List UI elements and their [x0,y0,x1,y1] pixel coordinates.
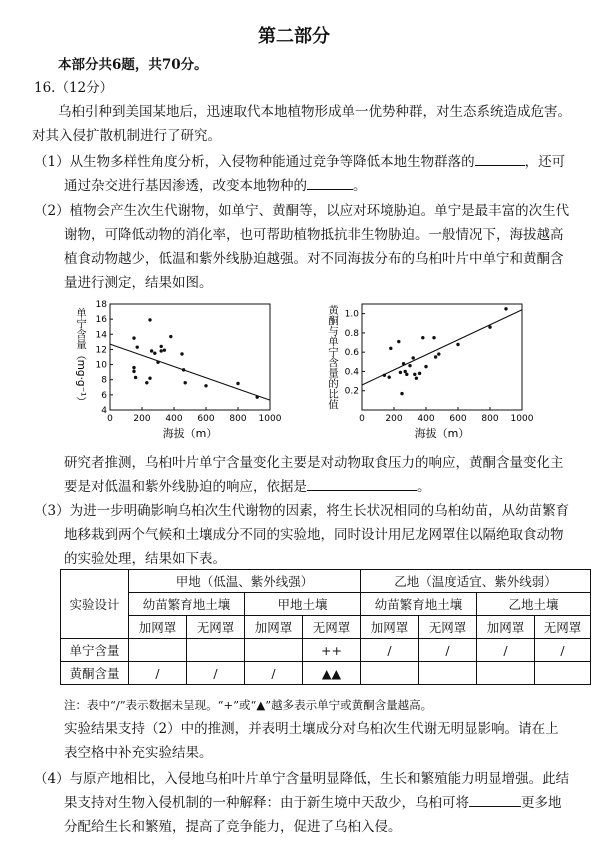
y-tick-label: 0.6 [344,348,359,359]
q1-line1-end: ，还可 [524,154,566,170]
y-tick-label: 18 [95,300,107,310]
q2-line2: 谢物，可降低动物的消化率，也可帮助植物抵抗非生物胁迫。一般情况下，海拔越高 [64,227,564,243]
data-point [408,364,411,367]
question-number: 16.（12分） [34,80,114,96]
q1-line1-text: （1）从生物多样性角度分析，入侵物种能通过竞争等降低本地生物群落的 [34,154,475,170]
data-point [184,381,187,384]
tannin-chart-group [75,300,282,440]
tannin-scatter-chart [70,296,285,446]
x-tick-label: 800 [229,414,247,424]
net-header: 加网罩 [361,616,419,639]
data-point [132,336,135,339]
x-tick-label: 200 [133,414,151,424]
x-tick-label: 600 [449,414,467,424]
conclusion-line2: 表空格中补充实验结果。 [64,745,213,761]
x-tick-label: 400 [417,414,435,424]
net-header: 无网罩 [419,616,477,639]
soil-nursery-a: 幼苗繁育地土壤 [129,593,245,616]
x-tick-label: 1000 [258,414,282,424]
q4-line2-text: 果支持对生物入侵机制的一种解释：由于新生境中天敌少，乌桕可将 [64,795,469,811]
q3-line3: 的实验处理，结果如下表。 [64,551,226,567]
para1-line1: 乌桕引种到美国某地后，迅速取代本地植物形成单一优势种群，对生态系统造成危害。 [58,104,571,120]
data-point [412,356,415,359]
y-tick-label: 0.8 [344,328,359,339]
data-point [169,335,172,338]
conclusion-line1: 实验结果支持（2）中的推测，并表明土壤成分对乌桕次生代谢无明显影响。请在上 [64,721,559,737]
site-a-header: 甲地（低温、紫外线强） [129,570,361,593]
after-chart-line1: 研究者推测，乌桕叶片单宁含量变化主要是对动物取食压力的响应，黄酮含量变化主 [64,455,564,471]
q3-line1: （3）为进一步明确影响乌桕次生代谢物的因素，将生长状况相同的乌桕幼苗，从幼苗繁育 [34,503,570,519]
data-point [160,345,163,348]
tannin-cell: / [419,639,477,662]
after-chart-line2-text: 要是对低温和紫外线胁迫的响应，依据是 [64,479,307,495]
net-header: 加网罩 [129,616,187,639]
data-point [421,336,424,339]
net-header: 无网罩 [187,616,245,639]
q2-line1: （2）植物会产生次生代谢物，如单宁、黄酮等，以应对环境胁迫。单宁是最丰富的次生代 [34,203,570,219]
tannin-cell: / [361,639,419,662]
x-tick-label: 800 [481,414,499,424]
flavone-cell: / [187,662,245,685]
experiment-table [60,569,591,685]
y-tick-label: 14 [95,330,107,341]
data-point [389,347,392,350]
q2-line4: 量进行测定，结果如图。 [64,275,213,291]
data-point [400,392,403,395]
y-tick-label: 10 [95,360,107,371]
q4-line2-end: 更多地 [521,795,562,811]
y-tick-label: 4 [101,406,107,416]
net-header: 无网罩 [303,616,361,639]
x-tick-label: 0 [359,414,365,424]
section-intro: 本部分共6题，共70分。 [58,57,208,73]
data-point [148,318,151,321]
data-point [153,352,156,355]
data-point [136,345,139,348]
data-point [424,365,427,368]
data-point [388,376,391,379]
flavone-cell[interactable] [361,662,419,685]
q1-line2 [64,177,367,195]
data-point [405,373,408,376]
x-tick-label: 400 [165,414,183,424]
data-point [504,307,507,310]
q3-line2: 地移栽到两个气候和土壤成分不同的实验地，同时设计用尼龙网罩住以隔绝取食动物 [64,527,564,543]
x-axis-label: 海拔（m） [162,427,218,440]
ratio-chart-group [327,304,534,440]
data-point [399,371,402,374]
soil-nursery-b: 幼苗繁育地土壤 [361,593,477,616]
soil-site-b: 乙地土壤 [477,593,591,616]
data-point [415,377,418,380]
y-tick-label: 8 [101,375,107,386]
y-tick-label: 6 [101,390,107,401]
q4-line1: （4）与原产地相比，入侵地乌桕叶片单宁含量明显降低，生长和繁殖能力明显增强。此结 [34,771,570,787]
q1-line1 [34,153,565,171]
tannin-cell[interactable] [245,639,303,662]
q4-line2 [64,794,562,812]
row-label-flavone: 黄酮含量 [61,662,129,685]
net-header: 加网罩 [245,616,303,639]
data-point [145,381,148,384]
flavone-cell[interactable] [419,662,477,685]
q1-line2-end: 。 [353,178,367,194]
net-header: 加网罩 [477,616,535,639]
flavone-cell: / [129,662,187,685]
after-chart-line2 [64,478,431,496]
flavone-cell[interactable] [477,662,535,685]
para1-line2: 对其入侵扩散机制进行了研究。 [32,128,221,144]
data-point [150,349,153,352]
data-point [404,370,407,373]
tannin-cell: / [535,639,591,662]
tannin-cell: / [477,639,535,662]
table-note: 注：表中“/”表示数据未呈现。“+”或“▲”越多表示单宁或黄酮含量越高。 [64,698,433,712]
answer-blank-4[interactable] [469,794,521,807]
x-tick-label: 1000 [510,414,534,424]
plot-frame [362,304,522,410]
after-chart-line2-end: 。 [417,479,431,495]
answer-blank-2[interactable] [307,177,353,190]
data-point [456,343,459,346]
row-label-tannin: 单宁含量 [61,639,129,662]
answer-blank-1[interactable] [475,153,525,166]
data-point [397,340,400,343]
row-header-design: 实验设计 [61,570,129,639]
y-axis-label: 单宁含量（mg·g⁻¹） [75,307,87,407]
data-point [163,348,166,351]
flavone-cell: ▲▲ [303,662,361,685]
y-axis-label: 黄酮与单宁含量的比值 [327,304,339,410]
section-title: 第二部分 [258,26,330,47]
answer-blank-3[interactable] [307,478,417,491]
x-axis-label: 海拔（m） [414,427,470,440]
q2-line3: 植食动物越少，低温和紫外线胁迫越强。对不同海拔分布的乌桕叶片中单宁和黄酮含 [64,251,564,267]
data-point [204,384,207,387]
data-point [434,355,437,358]
trend-line [362,310,522,385]
q4-line3: 分配给生长和繁殖，提高了竞争能力，促进了乌桕入侵。 [64,819,402,835]
data-point [236,382,239,385]
flavone-cell[interactable] [535,662,591,685]
plot-frame [110,304,270,410]
y-tick-label: 12 [95,345,107,356]
data-point [413,373,416,376]
x-tick-label: 0 [107,414,113,424]
x-tick-label: 600 [197,414,215,424]
y-tick-label: 0.2 [344,386,359,397]
y-tick-label: 0.4 [344,367,359,378]
ratio-scatter-chart [322,296,537,446]
flavone-cell: / [245,662,303,685]
y-tick-label: 1.0 [344,309,359,320]
data-point [132,370,135,373]
tannin-cell[interactable] [129,639,187,662]
data-point [418,372,421,375]
data-point [180,352,183,355]
x-tick-label: 200 [385,414,403,424]
data-point [160,349,163,352]
data-point [132,366,135,369]
y-tick-label: 16 [95,315,107,326]
data-point [148,377,151,380]
site-b-header: 乙地（温度适宜、紫外线弱） [361,570,591,593]
data-point [432,336,435,339]
data-point [437,352,440,355]
soil-site-a: 甲地土壤 [245,593,361,616]
data-point [134,376,137,379]
tannin-cell[interactable] [187,639,245,662]
net-header: 无网罩 [535,616,591,639]
tannin-cell: ++ [303,639,361,662]
q1-line2-text: 通过杂交进行基因渗透，改变本地物种的 [64,178,307,194]
